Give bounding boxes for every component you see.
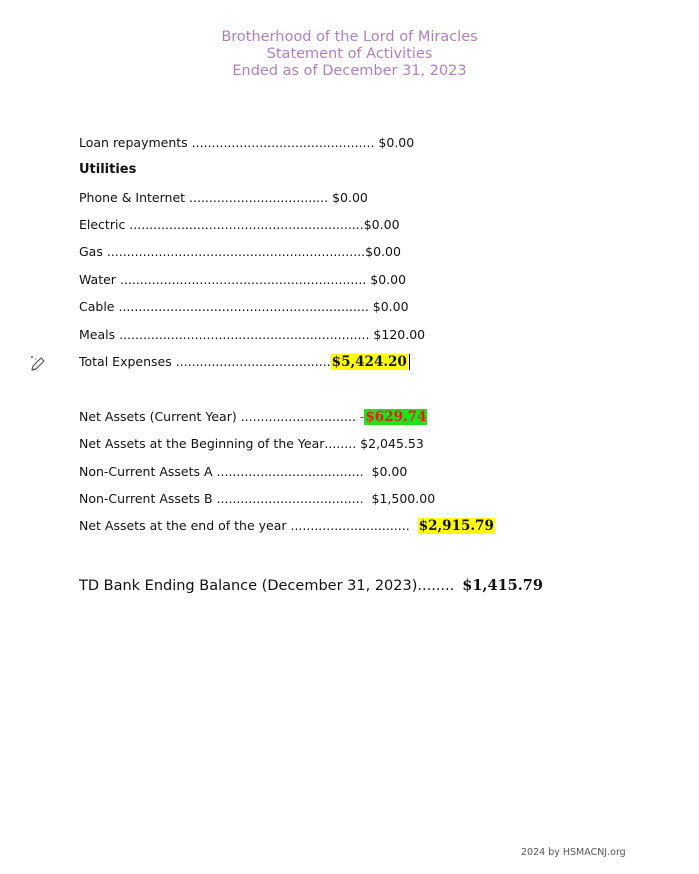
row-net-assets-beginning <box>79 436 424 452</box>
leader-dots: ........ <box>324 436 357 451</box>
row-electric <box>79 217 400 233</box>
row-total-expenses <box>79 354 410 370</box>
edit-pencil-icon[interactable] <box>29 355 47 373</box>
row-amount: $120.00 <box>369 327 426 342</box>
row-non-current-assets-a <box>79 464 407 480</box>
td-bank-amount: $1,415.79 <box>462 577 543 594</box>
minus-sign: - <box>355 409 365 424</box>
row-td-bank-balance <box>79 577 543 595</box>
row-label: Non-Current Assets B <box>79 491 217 506</box>
row-amount: $0.00 <box>328 190 368 205</box>
leader-dots: ..................................... <box>216 464 364 479</box>
leader-dots: ............................................................... <box>119 327 370 342</box>
row-water <box>79 272 406 288</box>
row-non-current-assets-b <box>79 491 435 507</box>
row-phone-internet <box>79 190 368 206</box>
text-cursor <box>409 354 410 370</box>
statement-title: Statement of Activities <box>266 46 433 62</box>
row-label: Net Assets (Current Year) <box>79 409 241 424</box>
net-current-amount: $629.74 <box>365 409 427 425</box>
row-amount: $1,500.00 <box>363 491 436 506</box>
row-label: Gas <box>79 244 107 259</box>
leader-dots: ............................................................... <box>118 299 369 314</box>
row-label: Non-Current Assets A <box>79 464 217 479</box>
leader-dots: ..................................... <box>216 491 364 506</box>
row-net-assets-current <box>79 409 427 425</box>
row-amount: $0.00 <box>366 272 407 287</box>
row-amount: $0.00 <box>365 244 401 259</box>
org-name: Brotherhood of the Lord of Miracles <box>221 29 478 45</box>
row-label: Electric <box>79 217 130 232</box>
leader-dots: ........ <box>417 578 455 594</box>
leader-dots: ........................................................... <box>129 217 364 232</box>
statement-period: Ended as of December 31, 2023 <box>232 63 467 79</box>
row-amount: $0.00 <box>368 299 409 314</box>
utilities-heading: Utilities <box>79 162 137 177</box>
leader-dots: ................................... <box>189 190 329 205</box>
leader-dots: .............................................................. <box>119 272 367 287</box>
leader-dots: ....................................... <box>175 354 331 369</box>
leader-dots: ................................................................. <box>106 244 366 259</box>
row-label: Water <box>79 272 120 287</box>
document-header <box>0 29 699 80</box>
row-amount: $0.00 <box>363 217 400 232</box>
footer-credit: 2024 by HSMACNJ.org <box>521 847 626 858</box>
row-amount: $0.00 <box>374 135 415 150</box>
net-end-amount: $2,915.79 <box>418 518 494 534</box>
row-meals <box>79 327 425 343</box>
row-label: Phone & Internet <box>79 190 190 205</box>
row-loan-repayments <box>79 135 414 151</box>
leader-dots: .............................. <box>290 518 410 533</box>
row-label: Total Expenses <box>79 354 176 369</box>
leader-dots: .............................................. <box>191 135 375 150</box>
row-label: Loan repayments <box>79 135 192 150</box>
row-label: Meals <box>79 327 120 342</box>
row-label: Net Assets at the Beginning of the Year <box>79 436 325 451</box>
row-label: Net Assets at the end of the year <box>79 518 291 533</box>
row-label: TD Bank Ending Balance (December 31, 2023) <box>79 578 418 594</box>
leader-dots: ............................. <box>240 409 356 424</box>
row-gas <box>79 244 401 260</box>
row-net-assets-end <box>79 518 495 534</box>
row-cable <box>79 299 409 315</box>
row-amount: $0.00 <box>363 464 408 479</box>
row-label: Cable <box>79 299 119 314</box>
row-amount: $2,045.53 <box>356 436 424 451</box>
total-expenses-amount[interactable]: $5,424.20 <box>331 354 407 370</box>
